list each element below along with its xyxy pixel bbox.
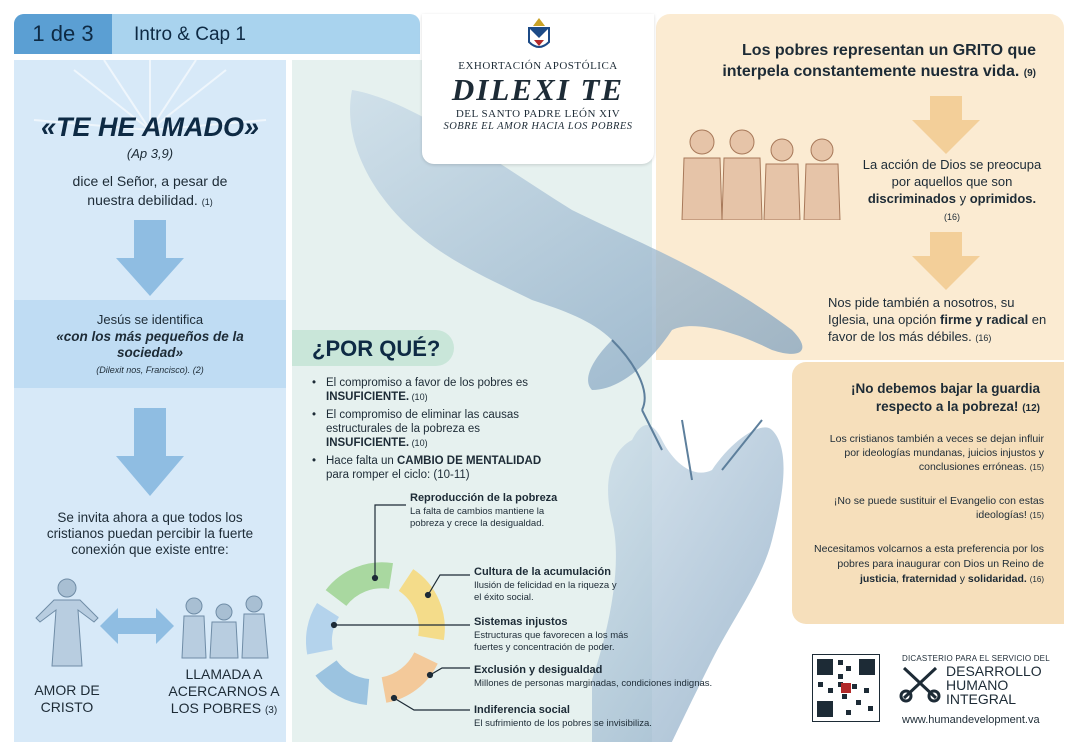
guardia-paragraph-3: Necesitamos volcarnos a esta preferencia por los pobres para inaugurar con Dios un Reino de justicia, fraternidad y solidaridad. (16)	[814, 543, 1044, 585]
cycle-item	[474, 704, 724, 730]
double-arrow-icon	[100, 606, 174, 646]
cycle-item-title: Sistemas injustos	[474, 616, 568, 628]
amor-label: AMOR DE CRISTO	[34, 682, 100, 715]
page-indicator: 1 de 3	[14, 14, 112, 54]
quote-reference: (Ap 3,9)	[126, 146, 174, 161]
guardia-paragraph-2: ¡No se puede sustituir el Evangelio con estas ideologías! (15)	[833, 495, 1044, 521]
cycle-pointer-lines	[330, 500, 480, 730]
quote-text: dice el Señor, a pesar de nuestra debilidad. (1)	[72, 173, 228, 208]
website-link[interactable]: www.humandevelopment.va	[902, 714, 1040, 726]
quote-heading: «TE HE AMADO»	[40, 112, 260, 142]
accion-text: La acción de Dios se preocupa por aquellos que son discriminados y oprimidos. (16)	[862, 157, 1042, 222]
poor-people-group-icon	[176, 594, 272, 660]
cycle-item-desc: Ilusión de felicidad en la riqueza y el éxito social.	[474, 580, 617, 603]
guardia-paragraph-1: Los cristianos también a veces se dejan influir por ideologías mundanas, juicios injustos y conclusiones erróneas. (15)	[829, 433, 1044, 473]
title-line4: SOBRE EL AMOR HACIA LOS POBRES	[443, 121, 633, 132]
title-main: DILEXI TE	[451, 72, 625, 107]
bullet-list	[312, 376, 558, 482]
dicastery-line: DICASTERIO PARA EL SERVICIO DEL	[902, 654, 1050, 663]
papal-coat-of-arms-icon	[522, 16, 556, 54]
cycle-item	[474, 566, 622, 604]
qr-code-icon[interactable]	[812, 654, 880, 722]
cycle-item	[410, 492, 560, 530]
cycle-item-title: Indiferencia social	[474, 704, 570, 716]
cycle-item-desc: Estructuras que favorecen a los más fuertes y concentración de poder.	[474, 630, 629, 653]
cycle-item-title: Reproducción de la pobreza	[410, 492, 558, 504]
title-line3: DEL SANTO PADRE LEÓN XIV	[455, 108, 621, 120]
cycle-item	[474, 616, 644, 654]
poor-people-illustration	[680, 124, 846, 220]
por-que-heading: ¿POR QUÉ?	[312, 336, 441, 361]
llamada-label: LLAMADA A ACERCARNOS A LOS POBRES (3)	[168, 666, 280, 716]
bullet-item: • El compromiso a favor de los pobres es INSUFICIENTE. (10)	[312, 377, 528, 403]
title-line1: EXHORTACIÓN APOSTÓLICA	[458, 60, 618, 72]
grito-heading: Los pobres representan un GRITO que interpela constantemente nuestra vida. (9)	[722, 42, 1036, 80]
cycle-item-desc: La falta de cambios mantiene la pobreza y crece la desigualdad.	[410, 506, 545, 529]
jesus-line: Jesús se identifica	[96, 312, 204, 327]
cycle-item-title: Cultura de la acumulación	[474, 566, 611, 578]
pide-text: Nos pide también a nosotros, su Iglesia, una opción firme y radical en favor de los más débiles. (16)	[828, 295, 1047, 344]
bullet-item: • El compromiso de eliminar las causas estructurales de la pobreza es INSUFICIENTE. (10)	[312, 409, 520, 449]
down-arrow-icon	[912, 96, 980, 154]
jesus-figure-icon	[32, 574, 102, 670]
keys-emblem-icon	[898, 664, 942, 704]
dicastery-name-line: INTEGRAL	[946, 691, 1017, 707]
bullet-item: • Hace falta un CAMBIO DE MENTALIDAD para romper el ciclo: (10-11)	[312, 455, 542, 481]
cycle-segment-sistemas	[319, 610, 328, 652]
section-title: Intro & Cap 1	[134, 24, 246, 45]
jesus-reference: (Dilexit nos, Francisco). (2)	[96, 365, 204, 375]
down-arrow-icon	[912, 232, 980, 290]
cycle-item-desc: Millones de personas marginadas, condiciones indignas.	[474, 678, 713, 689]
cycle-item	[474, 664, 744, 690]
down-arrow-icon	[116, 220, 184, 296]
jesus-quote: «con los más pequeños de la sociedad»	[56, 329, 244, 360]
invite-text: Se invita ahora a que todos los cristianos puedan percibir la fuerte conexión que existe entre:	[46, 510, 254, 557]
cycle-item-desc: El sufrimiento de los pobres se invisibiliza.	[474, 718, 652, 729]
dicastery-name	[946, 664, 1042, 706]
dicastery-name-line: HUMANO	[946, 677, 1009, 693]
guardia-heading: ¡No debemos bajar la guardia respecto a la pobreza! (12)	[850, 381, 1040, 414]
cycle-item-title: Exclusión y desigualdad	[474, 664, 603, 676]
down-arrow-icon	[116, 408, 184, 496]
dicastery-name-line: DESARROLLO	[946, 663, 1042, 679]
